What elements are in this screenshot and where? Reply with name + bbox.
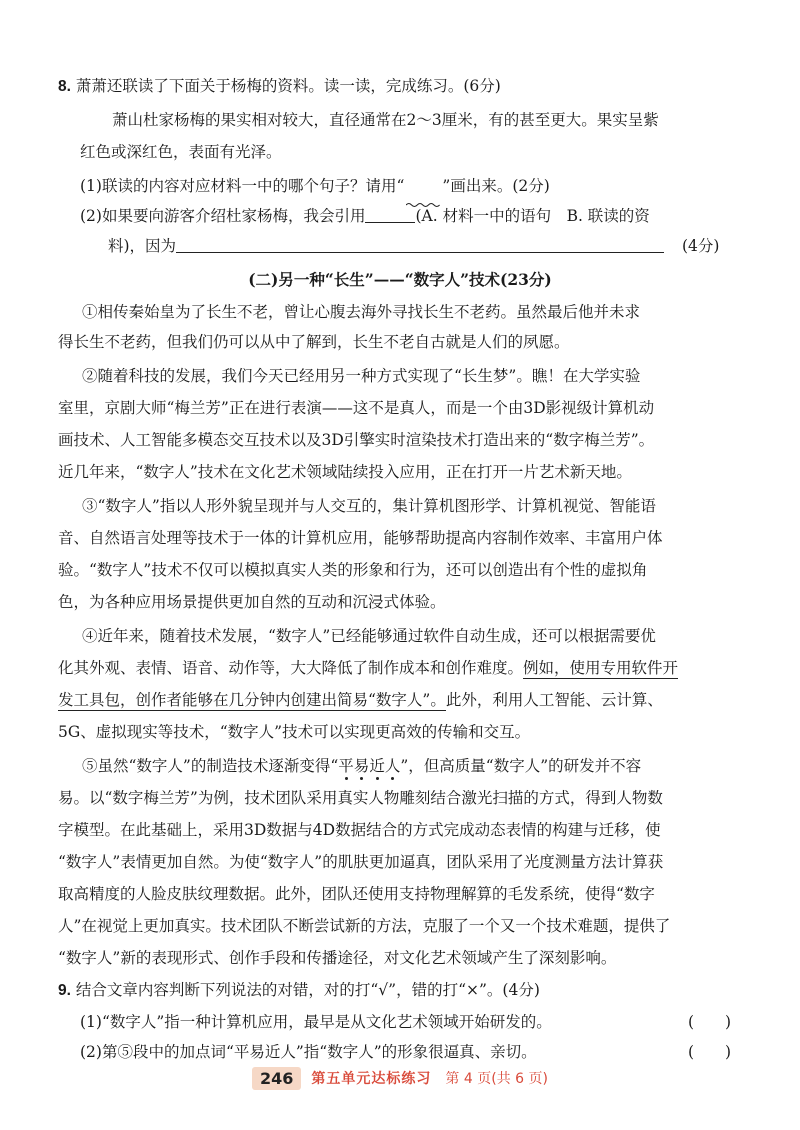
q8-sub2-line1 xyxy=(80,204,800,228)
p4-line3 xyxy=(58,688,800,712)
q8-number: 8. xyxy=(58,78,71,95)
p4-line2-text: 化其外观、表情、语音、动作等，大大降低了制作成本和创作难度。 xyxy=(58,659,524,677)
unit-title: 第五单元达标练习 xyxy=(311,1071,432,1087)
q9-item1-answer-box[interactable]: ( ) xyxy=(688,1013,732,1031)
p2-line3: 画技术、人工智能多模态交互技术以及3D引擎实时渲染技术打造出来的“数字梅兰芳”。 xyxy=(58,431,655,449)
q9-item1: (1)“数字人”指一种计算机应用，最早是从文化艺术领域开始研发的。 xyxy=(80,1013,552,1031)
q8-sub2-reason-blank[interactable] xyxy=(176,234,664,253)
page-info: 第 4 页(共 6 页) xyxy=(445,1071,548,1087)
p4-line2 xyxy=(58,656,800,680)
q8-passage-line1: 萧山杜家杨梅的果实相对较大，直径通常在2～3厘米，有的甚至更大。果实呈紫 xyxy=(112,111,659,129)
emphasis-dot-char-0: 平 xyxy=(338,757,354,775)
q8-stem xyxy=(58,74,800,99)
dotted-word xyxy=(338,757,400,775)
emphasis-dot-char-3: 人 xyxy=(384,757,401,775)
p3-line4: 色，为各种应用场景提供更加自然的互动和沉浸式体验。 xyxy=(58,593,446,611)
p5-line4: “数字人”表情更加自然。为使“数字人”的肌肤更加逼真，团队采用了光度测量方法计算获 xyxy=(58,853,664,871)
p2-line4: 近几年来，“数字人”技术在文化艺术领域陆续投入应用，正在打开一片艺术新天地。 xyxy=(58,463,632,481)
p5-line1 xyxy=(82,754,800,778)
q8-sub2-options: (A. 材料一中的语句 B. 联读的资 xyxy=(415,207,650,225)
p3-line3: 验。“数字人”技术不仅可以模拟真实人类的形象和行为，还可以创造出有个性的虚拟角 xyxy=(58,561,648,579)
p4-line1: ④近年来，随着技术发展，“数字人”已经能够通过软件自动生成，还可以根据需要优 xyxy=(82,627,656,645)
p5-line7: “数字人”新的表现形式、创作手段和传播途径，对文化艺术领域产生了深刻影响。 xyxy=(58,949,617,967)
p3-line2: 音、自然语言处理等技术于一体的计算机应用，能够帮助提高内容制作效率、丰富用户体 xyxy=(58,529,663,547)
p4-underlined-sentence-part1: 例如，使用专用软件开 xyxy=(523,659,679,677)
p5-line5: 取高精度的人脸皮肤纹理数据。此外，团队还使用支持物理解算的毛发系统，使得“数字 xyxy=(58,885,655,903)
p5-line2: 易。以“数字梅兰芳”为例，技术团队采用真实人物雕刻结合激光扫描的方式，得到人物数 xyxy=(58,789,663,807)
section2-title: (二)另一种“长生”——“数字人”技术(23分) xyxy=(248,270,552,289)
p2-line1: ②随着科技的发展，我们今天已经用另一种方式实现了“长生梦”。瞧！在大学实验 xyxy=(82,367,641,385)
p1-line1: ①相传秦始皇为了长生不老，曾让心腹去海外寻找长生不老药。虽然最后他并未求 xyxy=(82,303,641,321)
q8-sub2-prefix: (2)如果要向游客介绍杜家杨梅，我会引用 xyxy=(80,207,366,225)
q8-sub2-score: (4分) xyxy=(682,237,720,255)
p2-line2: 室里，京剧大师“梅兰芳”正在进行表演——这不是真人，而是一个由3D影视级计算机动 xyxy=(58,399,655,417)
q9-item2: (2)第⑤段中的加点词“平易近人”指“数字人”的形象很逼真、亲切。 xyxy=(80,1043,537,1061)
q8-sub1-suffix: ”画出来。(2分) xyxy=(442,177,550,195)
q8-sub1 xyxy=(80,174,800,198)
page-number: 246 xyxy=(252,1067,301,1090)
q9-stem-text: 结合文章内容判断下列说法的对错，对的打“√”，错的打“×”。(4分) xyxy=(75,981,540,999)
p1-line2: 得长生不老药，但我们仍可以从中了解到，长生不老自古就是人们的夙愿。 xyxy=(58,333,570,351)
p5-line1-start: ⑤虽然“数字人”的制造技术逐渐变得“ xyxy=(82,757,339,775)
q9-stem xyxy=(58,978,800,1003)
p5-line1-end: ”，但高质量“数字人”的研发并不容 xyxy=(400,757,642,775)
emphasis-dot-char-2: 近 xyxy=(369,757,385,775)
p3-line1: ③“数字人”指以人形外貌呈现并与人交互的，集计算机图形学、计算机视觉、智能语 xyxy=(82,497,656,515)
page-footer xyxy=(0,1064,800,1092)
q8-sub1-prefix: (1)联读的内容对应材料一中的哪个句子？请用“ xyxy=(80,177,405,195)
p4-underlined-sentence-part2: 发工具包，创作者能够在几分钟内创建出简易“数字人”。 xyxy=(58,691,446,709)
emphasis-dot-char-1: 易 xyxy=(353,757,370,775)
q8-sub2-answer-blank[interactable] xyxy=(365,204,415,223)
p4-line3-text: 此外，利用人工智能、云计算、 xyxy=(445,691,663,709)
p5-line6: 人”在视觉上更加真实。技术团队不断尝试新的方法，克服了一个又一个技术难题，提供了 xyxy=(58,917,671,935)
q9-number: 9. xyxy=(58,982,71,999)
q8-stem-text: 萧萧还联读了下面关于杨梅的资料。读一读，完成练习。(6分) xyxy=(75,77,501,95)
q8-sub2-because: 料)，因为 xyxy=(108,237,177,255)
q8-passage-line2: 红色或深红色，表面有光泽。 xyxy=(80,143,282,161)
p4-line4: 5G、虚拟现实等技术，“数字人”技术可以实现更高效的传输和交互。 xyxy=(58,723,531,741)
q9-item2-answer-box[interactable]: ( ) xyxy=(688,1043,732,1061)
p5-line3: 字模型。在此基础上，采用3D数据与4D数据结合的方式完成动态表情的构建与迁移，使 xyxy=(58,821,661,839)
